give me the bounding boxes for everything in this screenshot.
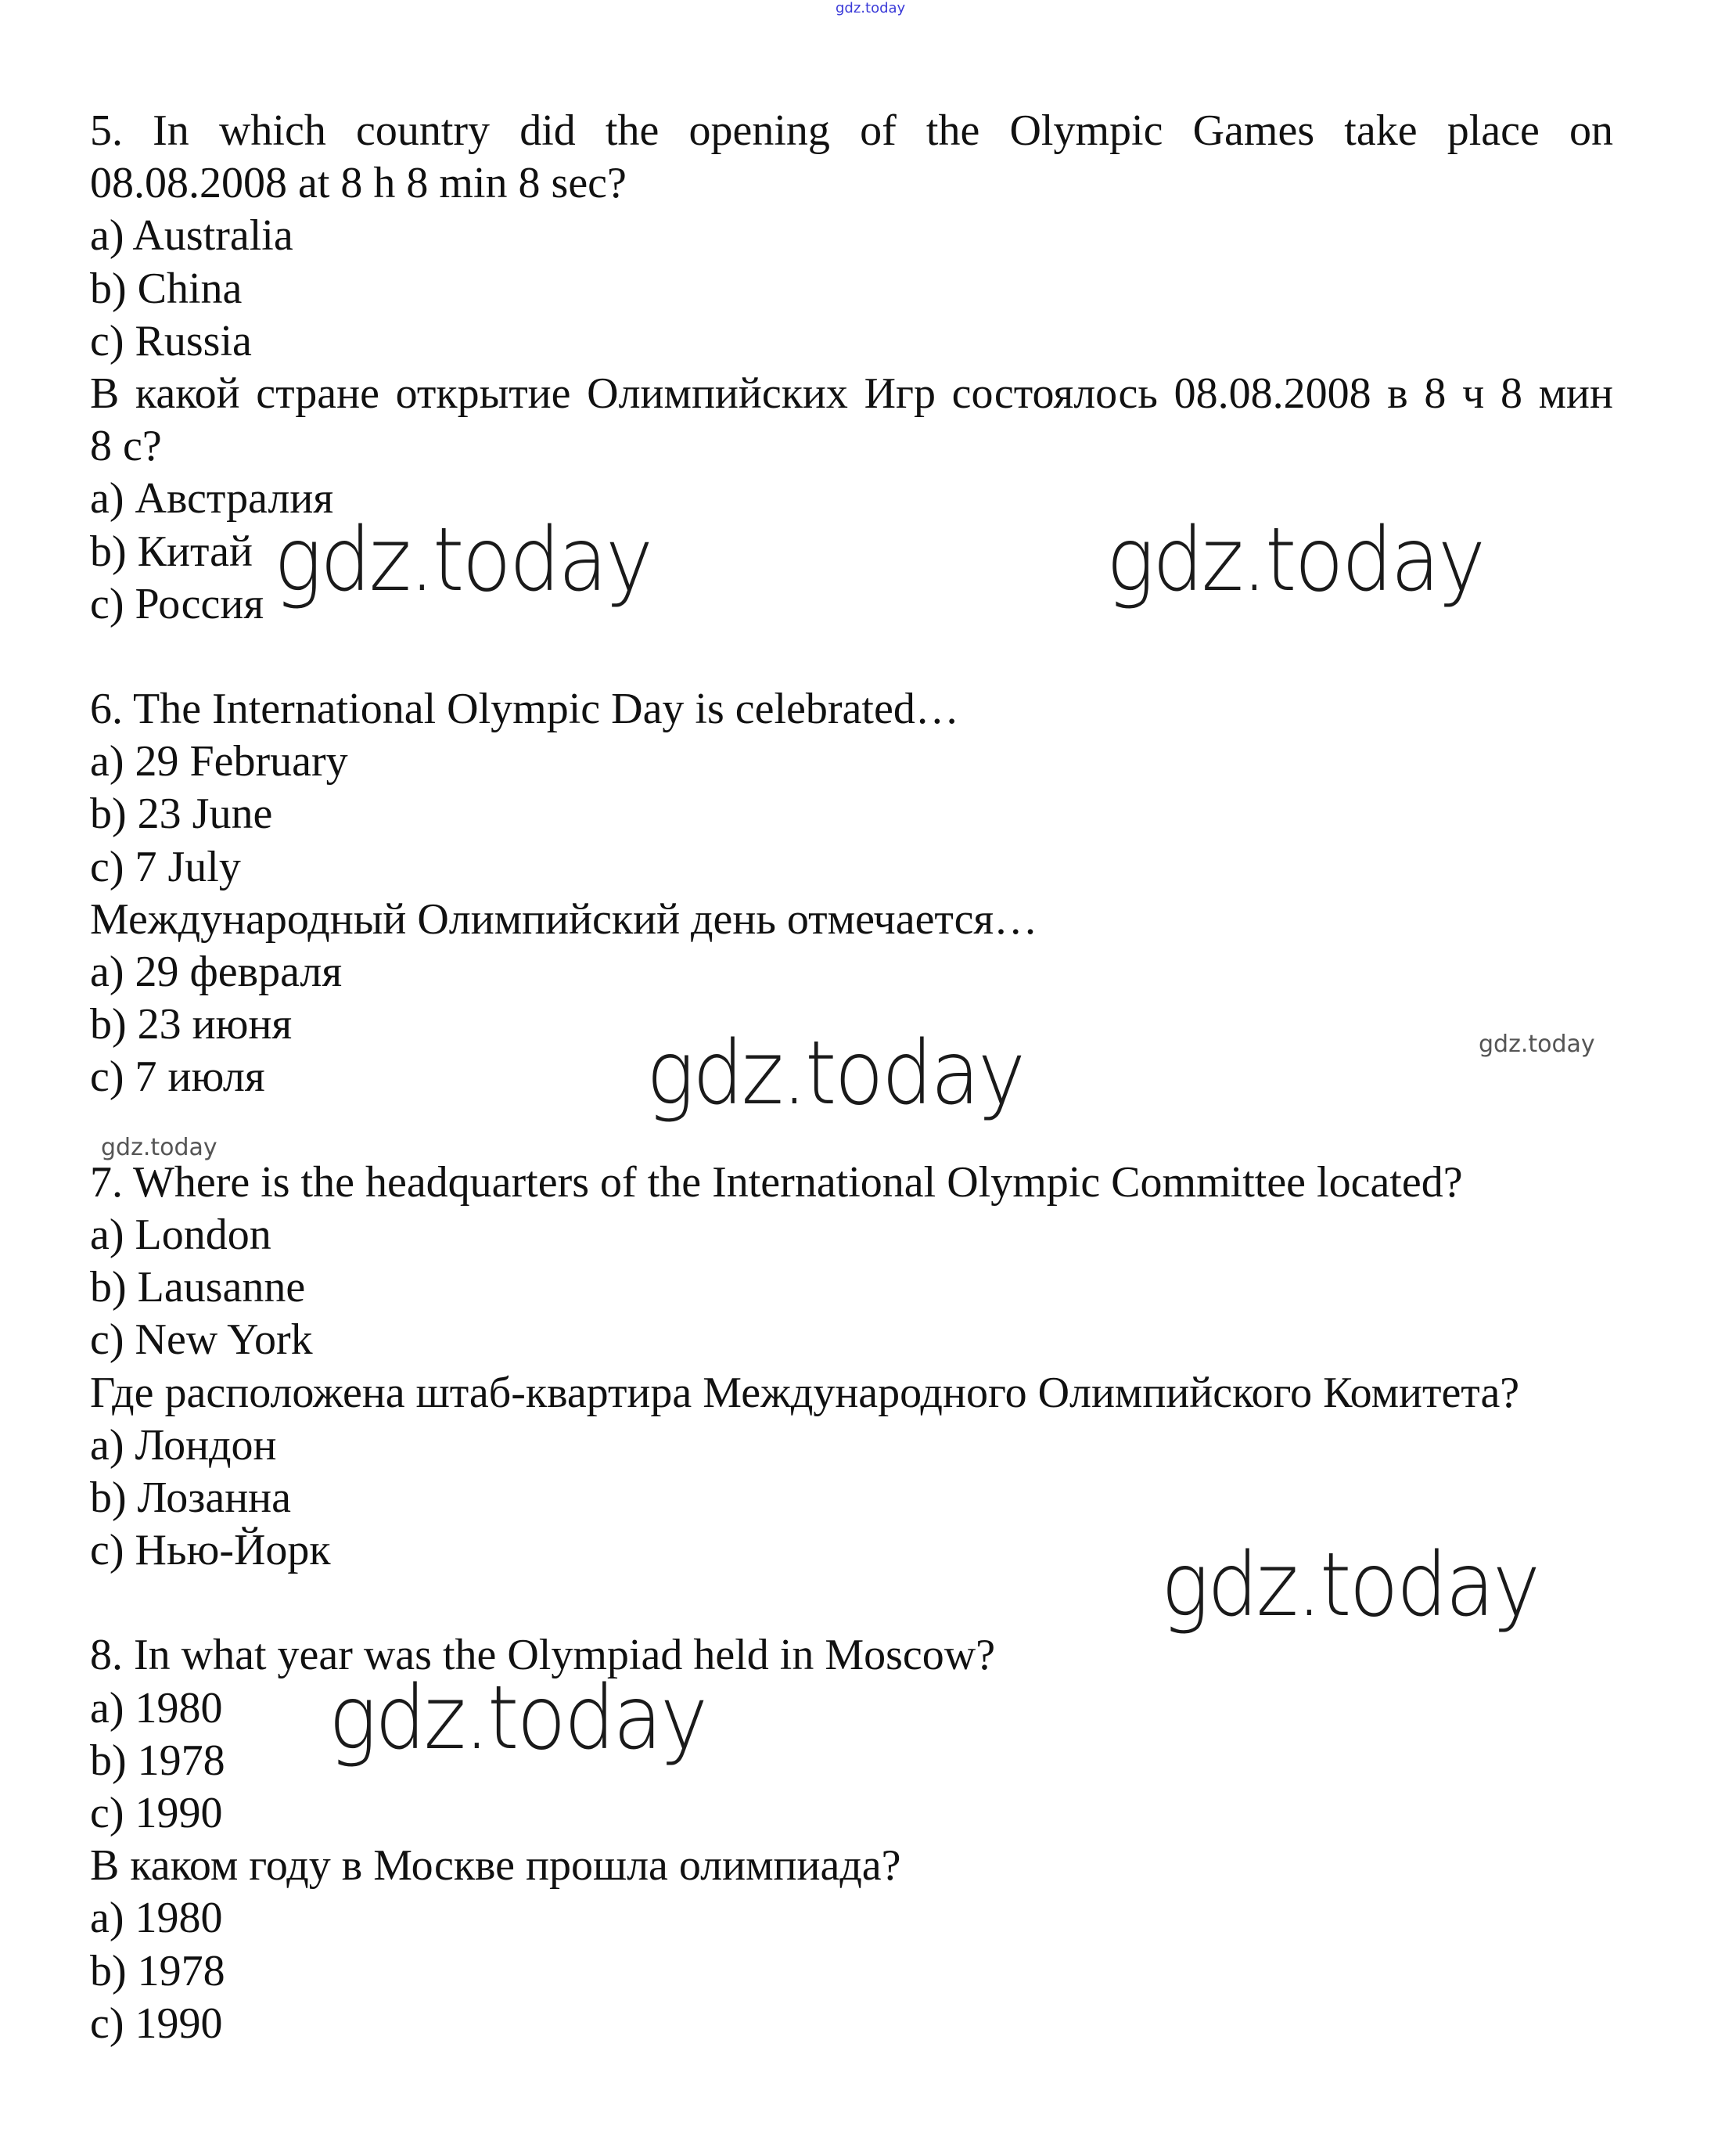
option-ru: b) 1978 (90, 1946, 225, 1995)
watermark-small: gdz.today (1479, 1031, 1595, 1058)
question-text-ru: Международный Олимпийский день отмечается… (90, 894, 1038, 944)
option: b) Lausanne (90, 1263, 306, 1312)
option-ru: a) 1980 (90, 1894, 223, 1943)
option-ru: c) Россия (90, 579, 264, 628)
question-text: 08.08.2008 at 8 h 8 min 8 sec? (90, 159, 627, 208)
option-ru: b) Лозанна (90, 1473, 292, 1522)
option: a) 29 February (90, 737, 348, 786)
spacer (90, 631, 1613, 683)
watermark: gdz.today (646, 1023, 1024, 1124)
question-text: 5. In which country did the opening of the Olympic Games take place on (90, 106, 1613, 155)
option-ru: a) 29 февраля (90, 948, 343, 996)
watermark: gdz.today (1106, 509, 1484, 611)
option-ru: b) 23 июня (90, 1000, 293, 1049)
watermark: gdz.today (274, 509, 652, 611)
option: a) London (90, 1210, 271, 1259)
question-7 (90, 1157, 1613, 1578)
watermark: gdz.today (1161, 1535, 1539, 1636)
option-ru: c) 1990 (90, 1999, 223, 2048)
question-text-ru: В какой стране открытие Олимпийских Игр состоялось 08.08.2008 в 8 ч 8 мин (90, 369, 1613, 418)
option: a) Australia (90, 211, 293, 261)
option: b) 1978 (90, 1736, 225, 1785)
question-text: 8. In what year was the Olympiad held in Moscow? (90, 1631, 996, 1680)
question-8 (90, 1629, 1613, 2050)
option-ru: c) Нью-Йорк (90, 1526, 331, 1575)
option: b) China (90, 264, 243, 313)
question-text: 7. Where is the headquarters of the International Olympic Committee located? (90, 1157, 1463, 1207)
question-text: 6. The International Olympic Day is celebrated… (90, 685, 959, 734)
question-text-ru: Где расположена штаб-квартира Международного Олимпийского Комитета? (90, 1368, 1520, 1417)
option: c) 7 July (90, 842, 241, 891)
watermark: gdz.today (329, 1668, 706, 1769)
option: c) 1990 (90, 1789, 223, 1837)
option-ru: a) Лондон (90, 1420, 277, 1470)
question-text-ru: В каком году в Москве прошла олимпиада? (90, 1841, 901, 1891)
option-ru: a) Австралия (90, 474, 334, 524)
question-text-ru: 8 с? (90, 422, 162, 471)
option: b) 23 June (90, 790, 273, 839)
option-ru: c) 7 июля (90, 1052, 265, 1102)
option-ru: b) Китай (90, 527, 253, 576)
option: c) Russia (90, 316, 252, 365)
option: c) New York (90, 1315, 313, 1365)
option: a) 1980 (90, 1683, 223, 1732)
watermark-top: gdz.today (836, 0, 906, 16)
watermark-small: gdz.today (101, 1134, 217, 1161)
